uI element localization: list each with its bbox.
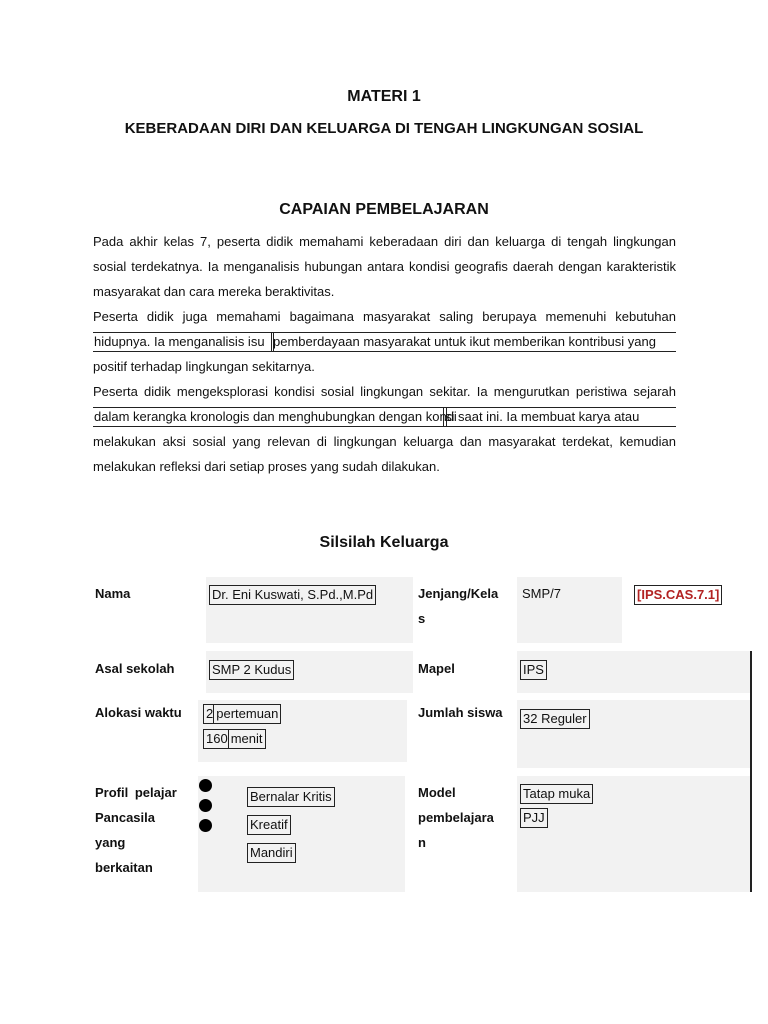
model-label-3: n [418, 835, 426, 850]
alokasi-label: Alokasi waktu [95, 705, 182, 720]
ips-code-text: [IPS.CAS.7.1] [634, 585, 722, 605]
alokasi-1b: pertemuan [214, 704, 281, 724]
capaian-paragraph [93, 229, 676, 479]
jenjang-value: SMP/7 [522, 586, 562, 601]
materi-heading: MATERI 1 [347, 88, 421, 105]
para-box-5a: hidupnya. Ia menganalisis isu [93, 332, 274, 352]
para-box-8a: dalam kerangka kronologis dan menghubungkan dengan kondi [93, 407, 447, 427]
asal-value-text: SMP 2 Kudus [209, 660, 294, 680]
jenjang-label-2: s [418, 611, 426, 626]
para-line-2: sosial terdekatnya. Ia menganalisis hubungan antara kondisi geografis daerah dengan karakteristik [93, 259, 676, 274]
mapel-cell [517, 651, 752, 693]
para-line-9: melakukan aksi sosial yang relevan di lingkungan keluarga dan masyarakat terdekat, kemudian [93, 434, 676, 449]
para-box-5b: pemberdayaan masyarakat untuk ikut memberikan kontribusi yang [271, 332, 676, 352]
profil-label-2: Pancasila [95, 810, 155, 825]
profil-item-2-text: Kreatif [247, 815, 291, 835]
para-line-3: masyarakat dan cara mereka beraktivitas. [93, 284, 335, 299]
para-line-8 [93, 404, 676, 429]
model-label-2: pembelajara [418, 810, 494, 825]
para-line-4: Peserta didik juga memahami bagaimana masyarakat saling berupaya memenuhi kebutuhan [93, 309, 676, 324]
profil-label-3: yang [95, 835, 126, 850]
bullet-icon [199, 799, 212, 812]
jenjang-label-1: Jenjang/Kela [418, 586, 499, 601]
mapel-value-text: IPS [520, 660, 547, 680]
model-value-2 [520, 808, 548, 828]
bullet-icon [199, 779, 212, 792]
alokasi-1a: 2 [203, 704, 214, 724]
jumlah-value-text: 32 Reguler [520, 709, 590, 729]
nama-label: Nama [95, 586, 131, 601]
profil-label-1: Profil pelajar [95, 785, 177, 800]
alokasi-2b: menit [229, 729, 266, 749]
capaian-heading: CAPAIAN PEMBELAJARAN [279, 201, 489, 218]
profil-item-2 [247, 815, 291, 835]
model-value-1-text: Tatap muka [520, 784, 593, 804]
alokasi-2a: 160 [203, 729, 229, 749]
alokasi-value-2 [203, 729, 266, 749]
profil-item-1-text: Bernalar Kritis [247, 787, 335, 807]
ips-code [634, 585, 722, 605]
jumlah-label: Jumlah siswa [418, 705, 503, 720]
profil-label-4: berkaitan [95, 860, 153, 875]
para-line-10: melakukan refleksi dari setiap proses yang sudah dilakukan. [93, 459, 440, 474]
materi-subtitle: KEBERADAAN DIRI DAN KELUARGA DI TENGAH LINGKUNGAN SOSIAL [124, 120, 644, 137]
mapel-label: Mapel [418, 661, 455, 676]
model-label-1: Model [418, 785, 456, 800]
bullet-icon [199, 819, 212, 832]
para-line-5 [93, 329, 676, 354]
para-line-6: positif terhadap lingkungan sekitarnya. [93, 359, 315, 374]
profil-item-3 [247, 843, 296, 863]
silsilah-heading: Silsilah Keluarga [319, 534, 449, 551]
profil-item-3-text: Mandiri [247, 843, 296, 863]
para-box-8b: si saat ini. Ia membuat karya atau [443, 407, 676, 427]
nama-value-text: Dr. Eni Kuswati, S.Pd.,M.Pd [209, 585, 376, 605]
model-value-2-text: PJJ [520, 808, 548, 828]
nama-value [209, 585, 376, 605]
asal-label: Asal sekolah [95, 661, 175, 676]
jumlah-value [520, 709, 590, 729]
para-line-7: Peserta didik mengeksplorasi kondisi sosial lingkungan sekitar. Ia mengurutkan peristiwa sejarah [93, 384, 676, 399]
model-value-1 [520, 784, 593, 804]
asal-value [209, 660, 294, 680]
alokasi-value-1 [203, 704, 281, 724]
para-line-1: Pada akhir kelas 7, peserta didik memahami keberadaan diri dan keluarga di tengah lingkungan [93, 234, 676, 249]
mapel-value [520, 660, 547, 680]
profil-item-1 [247, 787, 335, 807]
table-right-border [750, 651, 752, 892]
